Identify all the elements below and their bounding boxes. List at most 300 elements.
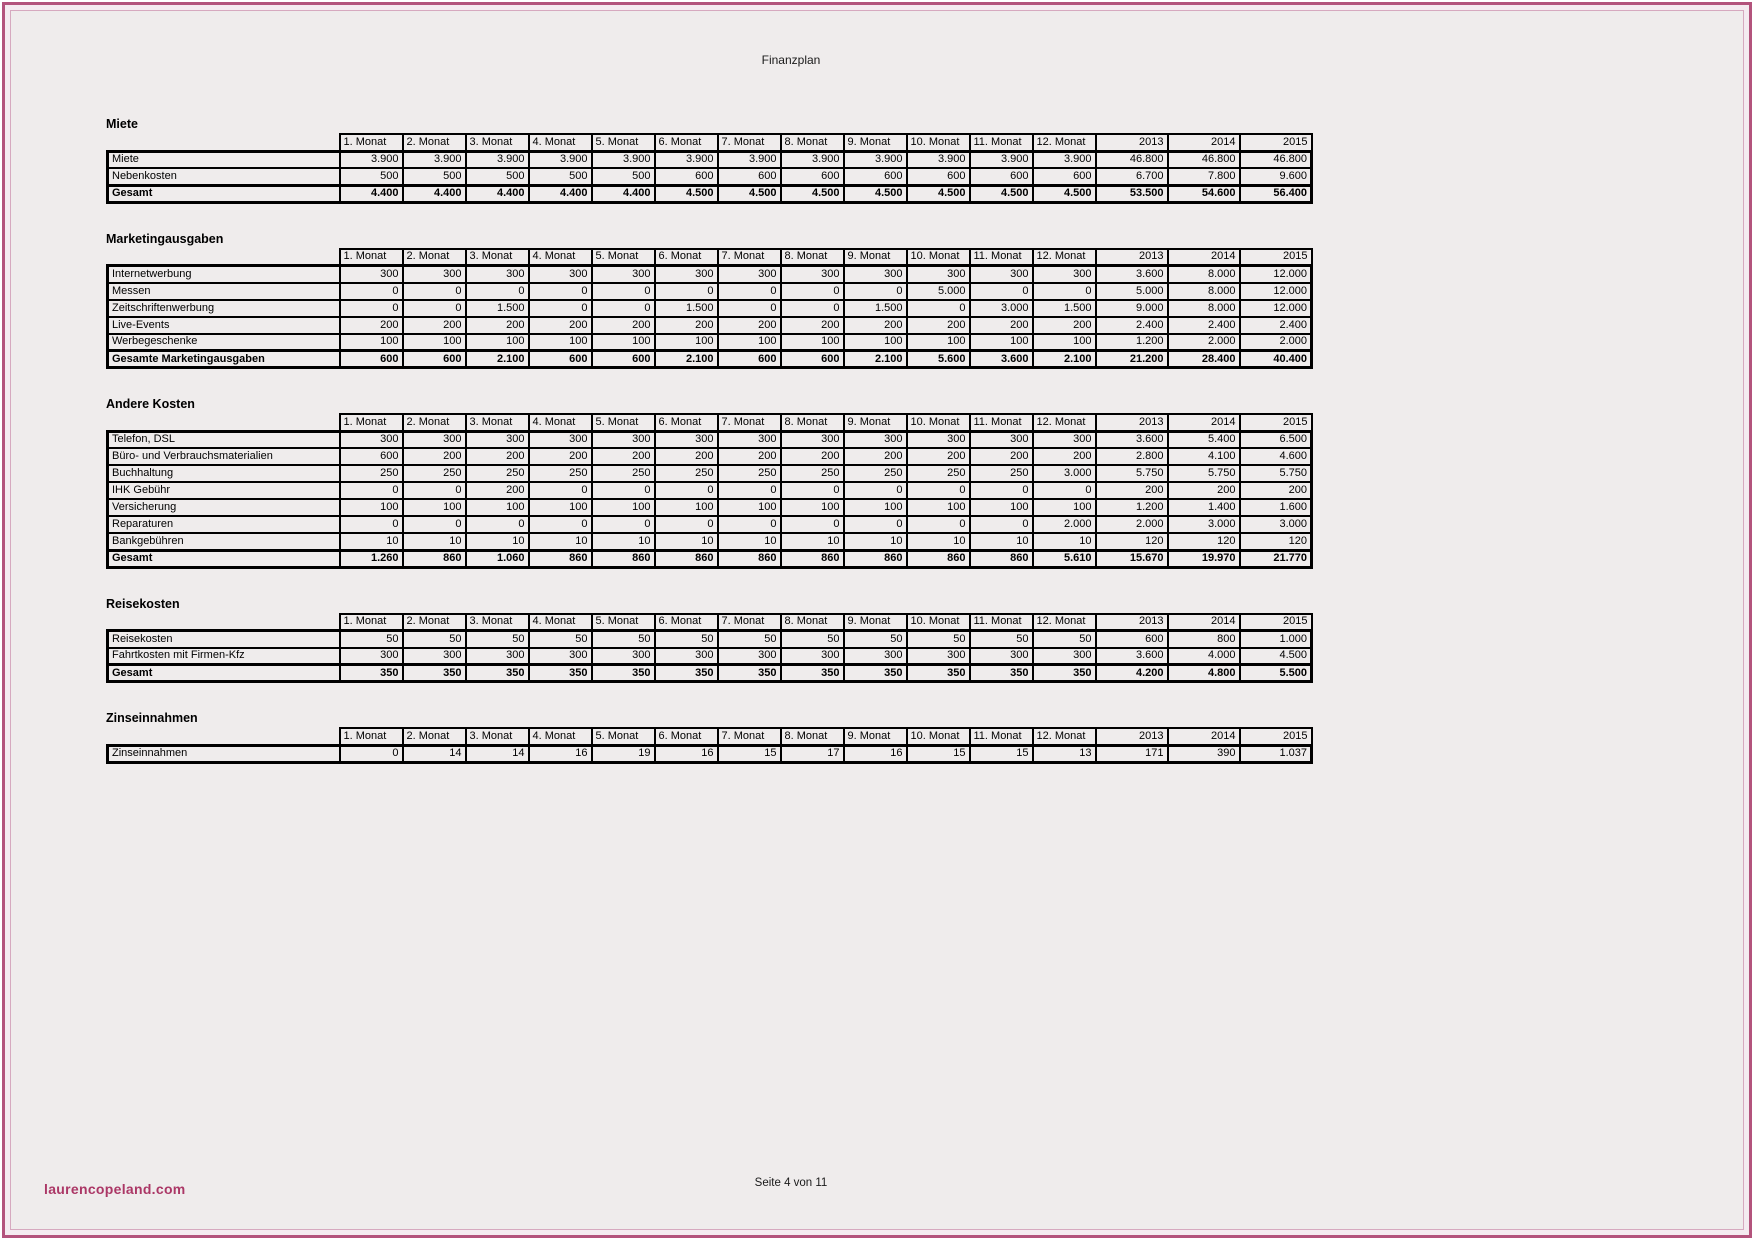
cell-value: 250: [907, 465, 970, 482]
column-header: 1. Monat: [340, 249, 403, 266]
column-header: 7. Monat: [718, 614, 781, 631]
column-header: 6. Monat: [655, 614, 718, 631]
cell-value: 390: [1168, 745, 1240, 762]
table-row: [108, 334, 1312, 351]
cell-value: 200: [466, 448, 529, 465]
column-header: 1. Monat: [340, 414, 403, 431]
cell-value: 0: [1033, 482, 1096, 499]
cell-value: 50: [781, 631, 844, 648]
cell-value: 250: [529, 465, 592, 482]
cell-value: 350: [844, 665, 907, 682]
cell-value: 50: [592, 631, 655, 648]
column-header: 2015: [1240, 414, 1312, 431]
column-header: 2015: [1240, 728, 1312, 745]
cell-value: 9.000: [1096, 300, 1168, 317]
cell-value: 0: [970, 516, 1033, 533]
column-header: 8. Monat: [781, 728, 844, 745]
cell-value: 860: [907, 550, 970, 567]
header-row: [108, 249, 1312, 266]
cell-value: 100: [466, 499, 529, 516]
cell-value: 0: [718, 516, 781, 533]
column-header: 2013: [1096, 249, 1168, 266]
cell-value: 300: [403, 431, 466, 448]
cell-value: 46.800: [1096, 151, 1168, 168]
cell-value: 6.500: [1240, 431, 1312, 448]
cell-value: 200: [907, 317, 970, 334]
column-header: 3. Monat: [466, 728, 529, 745]
cell-value: 600: [403, 351, 466, 368]
cell-value: 50: [529, 631, 592, 648]
table-row: [108, 745, 1312, 762]
row-label: Bankgebühren: [108, 533, 340, 550]
cell-value: 200: [340, 317, 403, 334]
cell-value: 200: [718, 317, 781, 334]
cell-value: 600: [718, 351, 781, 368]
cell-value: 300: [466, 431, 529, 448]
cell-value: 10: [907, 533, 970, 550]
cell-value: 0: [340, 300, 403, 317]
cell-value: 200: [844, 317, 907, 334]
column-header: 9. Monat: [844, 134, 907, 151]
cell-value: 200: [781, 448, 844, 465]
column-header: 2013: [1096, 614, 1168, 631]
cell-value: 300: [340, 431, 403, 448]
table-row: [108, 431, 1312, 448]
cell-value: 200: [1168, 482, 1240, 499]
cell-value: 500: [340, 168, 403, 185]
cell-value: 300: [1033, 266, 1096, 283]
cell-value: 2.800: [1096, 448, 1168, 465]
cell-value: 16: [844, 745, 907, 762]
cell-value: 300: [466, 648, 529, 665]
column-header: 4. Monat: [529, 134, 592, 151]
cell-value: 3.000: [1240, 516, 1312, 533]
column-header: 2. Monat: [403, 614, 466, 631]
column-header: 4. Monat: [529, 249, 592, 266]
cell-value: 0: [592, 300, 655, 317]
cell-value: 250: [466, 465, 529, 482]
cell-value: 2.000: [1096, 516, 1168, 533]
column-header: 1. Monat: [340, 134, 403, 151]
cell-value: 0: [403, 300, 466, 317]
cell-value: 300: [466, 266, 529, 283]
cell-value: 56.400: [1240, 185, 1312, 202]
cell-value: 250: [340, 465, 403, 482]
table-row: [108, 482, 1312, 499]
cell-value: 2.000: [1240, 334, 1312, 351]
column-header: 10. Monat: [907, 614, 970, 631]
column-header: 3. Monat: [466, 134, 529, 151]
column-header: 4. Monat: [529, 614, 592, 631]
cell-value: 100: [970, 334, 1033, 351]
cell-value: 0: [403, 482, 466, 499]
finance-table: [106, 133, 1313, 204]
column-header: 2014: [1168, 614, 1240, 631]
cell-value: 50: [844, 631, 907, 648]
cell-value: 300: [718, 431, 781, 448]
cell-value: 2.400: [1240, 317, 1312, 334]
cell-value: 10: [340, 533, 403, 550]
cell-value: 0: [844, 482, 907, 499]
row-label: Gesamt: [108, 665, 340, 682]
cell-value: 300: [970, 266, 1033, 283]
column-header: 11. Monat: [970, 134, 1033, 151]
column-header: 2014: [1168, 414, 1240, 431]
cell-value: 4.400: [466, 185, 529, 202]
cell-value: 8.000: [1168, 283, 1240, 300]
cell-value: 200: [907, 448, 970, 465]
cell-value: 200: [1096, 482, 1168, 499]
cell-value: 100: [529, 499, 592, 516]
cell-value: 3.000: [1168, 516, 1240, 533]
table-row: [108, 266, 1312, 283]
column-header: 11. Monat: [970, 614, 1033, 631]
cell-value: 0: [655, 516, 718, 533]
column-header: 2. Monat: [403, 414, 466, 431]
cell-value: 0: [340, 745, 403, 762]
header-blank-cell: [108, 614, 340, 631]
row-label: Zinseinnahmen: [108, 745, 340, 762]
cell-value: 120: [1240, 533, 1312, 550]
finance-table: [106, 248, 1313, 370]
cell-value: 300: [655, 431, 718, 448]
column-header: 2015: [1240, 134, 1312, 151]
cell-value: 2.100: [844, 351, 907, 368]
column-header: 10. Monat: [907, 134, 970, 151]
cell-value: 13: [1033, 745, 1096, 762]
row-label: Versicherung: [108, 499, 340, 516]
cell-value: 21.770: [1240, 550, 1312, 567]
cell-value: 0: [340, 283, 403, 300]
cell-value: 200: [970, 317, 1033, 334]
column-header: 9. Monat: [844, 728, 907, 745]
cell-value: 15: [718, 745, 781, 762]
cell-value: 6.700: [1096, 168, 1168, 185]
cell-value: 1.500: [655, 300, 718, 317]
column-header: 5. Monat: [592, 614, 655, 631]
cell-value: 46.800: [1240, 151, 1312, 168]
cell-value: 7.800: [1168, 168, 1240, 185]
cell-value: 100: [907, 334, 970, 351]
cell-value: 200: [592, 448, 655, 465]
cell-value: 171: [1096, 745, 1168, 762]
cell-value: 120: [1096, 533, 1168, 550]
cell-value: 250: [403, 465, 466, 482]
cell-value: 4.500: [1240, 648, 1312, 665]
column-header: 2015: [1240, 614, 1312, 631]
cell-value: 8.000: [1168, 300, 1240, 317]
cell-value: 300: [529, 266, 592, 283]
cell-value: 1.037: [1240, 745, 1312, 762]
section-zinseinnahmen: [96, 711, 1743, 764]
column-header: 12. Monat: [1033, 134, 1096, 151]
column-header: 2014: [1168, 728, 1240, 745]
cell-value: 300: [718, 266, 781, 283]
cell-value: 600: [592, 351, 655, 368]
cell-value: 10: [466, 533, 529, 550]
cell-value: 3.900: [907, 151, 970, 168]
cell-value: 300: [340, 266, 403, 283]
table-row: [108, 499, 1312, 516]
row-label: Live-Events: [108, 317, 340, 334]
cell-value: 50: [718, 631, 781, 648]
cell-value: 1.260: [340, 550, 403, 567]
cell-value: 12.000: [1240, 266, 1312, 283]
cell-value: 600: [1033, 168, 1096, 185]
section-title: Andere Kosten: [106, 397, 195, 411]
cell-value: 10: [403, 533, 466, 550]
cell-value: 0: [655, 283, 718, 300]
column-header: 2013: [1096, 134, 1168, 151]
cell-value: 4.400: [403, 185, 466, 202]
cell-value: 14: [403, 745, 466, 762]
cell-value: 0: [718, 300, 781, 317]
cell-value: 100: [718, 334, 781, 351]
cell-value: 4.500: [781, 185, 844, 202]
column-header: 1. Monat: [340, 614, 403, 631]
cell-value: 0: [466, 283, 529, 300]
cell-value: 300: [844, 648, 907, 665]
column-header: 7. Monat: [718, 134, 781, 151]
cell-value: 300: [781, 648, 844, 665]
cell-value: 200: [1240, 482, 1312, 499]
cell-value: 4.500: [718, 185, 781, 202]
cell-value: 2.400: [1168, 317, 1240, 334]
cell-value: 100: [592, 499, 655, 516]
cell-value: 200: [403, 448, 466, 465]
table-row: [108, 151, 1312, 168]
page-title: Finanzplan: [761, 53, 821, 67]
cell-value: 0: [655, 482, 718, 499]
column-header: 3. Monat: [466, 414, 529, 431]
cell-value: 1.200: [1096, 499, 1168, 516]
cell-value: 600: [970, 168, 1033, 185]
cell-value: 200: [403, 317, 466, 334]
column-header: 9. Monat: [844, 614, 907, 631]
cell-value: 300: [1033, 431, 1096, 448]
column-header: 12. Monat: [1033, 414, 1096, 431]
cell-value: 350: [781, 665, 844, 682]
cell-value: 12.000: [1240, 300, 1312, 317]
cell-value: 4.400: [592, 185, 655, 202]
cell-value: 100: [907, 499, 970, 516]
cell-value: 10: [1033, 533, 1096, 550]
cell-value: 860: [781, 550, 844, 567]
cell-value: 600: [1096, 631, 1168, 648]
row-label: Miete: [108, 151, 340, 168]
cell-value: 5.750: [1240, 465, 1312, 482]
table-row: [108, 168, 1312, 185]
finance-table: [106, 727, 1313, 764]
cell-value: 4.500: [1033, 185, 1096, 202]
cell-value: 200: [466, 317, 529, 334]
row-label: Reparaturen: [108, 516, 340, 533]
cell-value: 50: [655, 631, 718, 648]
cell-value: 300: [844, 431, 907, 448]
cell-value: 860: [403, 550, 466, 567]
column-header: 4. Monat: [529, 414, 592, 431]
cell-value: 15: [907, 745, 970, 762]
cell-value: 200: [529, 317, 592, 334]
cell-value: 4.100: [1168, 448, 1240, 465]
finance-table: [106, 613, 1313, 684]
cell-value: 100: [403, 334, 466, 351]
cell-value: 100: [655, 499, 718, 516]
cell-value: 2.100: [655, 351, 718, 368]
document-page: [10, 10, 1744, 1230]
row-label: IHK Gebühr: [108, 482, 340, 499]
column-header: 10. Monat: [907, 249, 970, 266]
cell-value: 100: [781, 334, 844, 351]
cell-value: 0: [592, 516, 655, 533]
row-label: Fahrtkosten mit Firmen-Kfz: [108, 648, 340, 665]
cell-value: 860: [844, 550, 907, 567]
cell-value: 0: [529, 482, 592, 499]
cell-value: 0: [781, 482, 844, 499]
cell-value: 600: [907, 168, 970, 185]
cell-value: 46.800: [1168, 151, 1240, 168]
cell-value: 350: [970, 665, 1033, 682]
table-row: [108, 516, 1312, 533]
cell-value: 500: [529, 168, 592, 185]
cell-value: 100: [844, 334, 907, 351]
header-blank-cell: [108, 414, 340, 431]
cell-value: 600: [529, 351, 592, 368]
cell-value: 200: [655, 448, 718, 465]
cell-value: 100: [466, 334, 529, 351]
cell-value: 3.900: [592, 151, 655, 168]
cell-value: 4.600: [1240, 448, 1312, 465]
page-frame: [2, 2, 1752, 1238]
cell-value: 2.100: [466, 351, 529, 368]
row-label: Gesamte Marketingausgaben: [108, 351, 340, 368]
column-header: 11. Monat: [970, 249, 1033, 266]
cell-value: 28.400: [1168, 351, 1240, 368]
cell-value: 4.000: [1168, 648, 1240, 665]
column-header: 5. Monat: [592, 249, 655, 266]
cell-value: 50: [907, 631, 970, 648]
total-row: [108, 550, 1312, 567]
row-label: Gesamt: [108, 185, 340, 202]
cell-value: 3.600: [1096, 648, 1168, 665]
column-header: 12. Monat: [1033, 614, 1096, 631]
cell-value: 600: [718, 168, 781, 185]
cell-value: 300: [529, 648, 592, 665]
cell-value: 3.600: [970, 351, 1033, 368]
cell-value: 3.600: [1096, 431, 1168, 448]
section-title: Reisekosten: [106, 596, 180, 611]
column-header: 5. Monat: [592, 134, 655, 151]
cell-value: 4.800: [1168, 665, 1240, 682]
cell-value: 0: [340, 516, 403, 533]
row-label: Telefon, DSL: [108, 431, 340, 448]
cell-value: 19: [592, 745, 655, 762]
cell-value: 0: [970, 482, 1033, 499]
column-header: 4. Monat: [529, 728, 592, 745]
cell-value: 300: [340, 648, 403, 665]
header-row: [108, 414, 1312, 431]
section-miete: [96, 117, 1743, 204]
cell-value: 100: [592, 334, 655, 351]
cell-value: 50: [466, 631, 529, 648]
cell-value: 300: [655, 266, 718, 283]
cell-value: 860: [592, 550, 655, 567]
cell-value: 4.400: [529, 185, 592, 202]
cell-value: 5.000: [907, 283, 970, 300]
cell-value: 250: [592, 465, 655, 482]
cell-value: 200: [592, 317, 655, 334]
cell-value: 9.600: [1240, 168, 1312, 185]
cell-value: 250: [655, 465, 718, 482]
section-title: Miete: [106, 117, 138, 131]
table-row: [108, 317, 1312, 334]
total-row: [108, 351, 1312, 368]
row-label: Werbegeschenke: [108, 334, 340, 351]
column-header: 11. Monat: [970, 728, 1033, 745]
cell-value: 200: [844, 448, 907, 465]
cell-value: 350: [1033, 665, 1096, 682]
cell-value: 0: [907, 516, 970, 533]
column-header: 12. Monat: [1033, 249, 1096, 266]
cell-value: 3.900: [1033, 151, 1096, 168]
cell-value: 10: [592, 533, 655, 550]
cell-value: 300: [403, 648, 466, 665]
footer-page-number: Seite 4 von 11: [754, 1177, 828, 1189]
cell-value: 54.600: [1168, 185, 1240, 202]
cell-value: 3.900: [466, 151, 529, 168]
header-blank-cell: [108, 728, 340, 745]
cell-value: 0: [844, 283, 907, 300]
column-header: 2. Monat: [403, 728, 466, 745]
cell-value: 100: [781, 499, 844, 516]
cell-value: 14: [466, 745, 529, 762]
cell-value: 15.670: [1096, 550, 1168, 567]
cell-value: 2.100: [1033, 351, 1096, 368]
cell-value: 1.000: [1240, 631, 1312, 648]
cell-value: 3.900: [340, 151, 403, 168]
cell-value: 4.500: [970, 185, 1033, 202]
cell-value: 600: [340, 448, 403, 465]
cell-value: 10: [655, 533, 718, 550]
column-header: 8. Monat: [781, 414, 844, 431]
cell-value: 1.200: [1096, 334, 1168, 351]
column-header: 12. Monat: [1033, 728, 1096, 745]
cell-value: 2.000: [1168, 334, 1240, 351]
header-blank-cell: [108, 249, 340, 266]
column-header: 3. Monat: [466, 249, 529, 266]
cell-value: 3.900: [655, 151, 718, 168]
cell-value: 350: [340, 665, 403, 682]
row-label: Internetwerbung: [108, 266, 340, 283]
cell-value: 4.500: [655, 185, 718, 202]
cell-value: 300: [970, 431, 1033, 448]
column-header: 5. Monat: [592, 414, 655, 431]
cell-value: 1.400: [1168, 499, 1240, 516]
cell-value: 21.200: [1096, 351, 1168, 368]
cell-value: 1.600: [1240, 499, 1312, 516]
cell-value: 350: [718, 665, 781, 682]
cell-value: 10: [844, 533, 907, 550]
cell-value: 15: [970, 745, 1033, 762]
column-header: 1. Monat: [340, 728, 403, 745]
cell-value: 100: [403, 499, 466, 516]
cell-value: 200: [970, 448, 1033, 465]
cell-value: 800: [1168, 631, 1240, 648]
cell-value: 300: [592, 431, 655, 448]
cell-value: 300: [718, 648, 781, 665]
cell-value: 0: [718, 482, 781, 499]
cell-value: 500: [592, 168, 655, 185]
